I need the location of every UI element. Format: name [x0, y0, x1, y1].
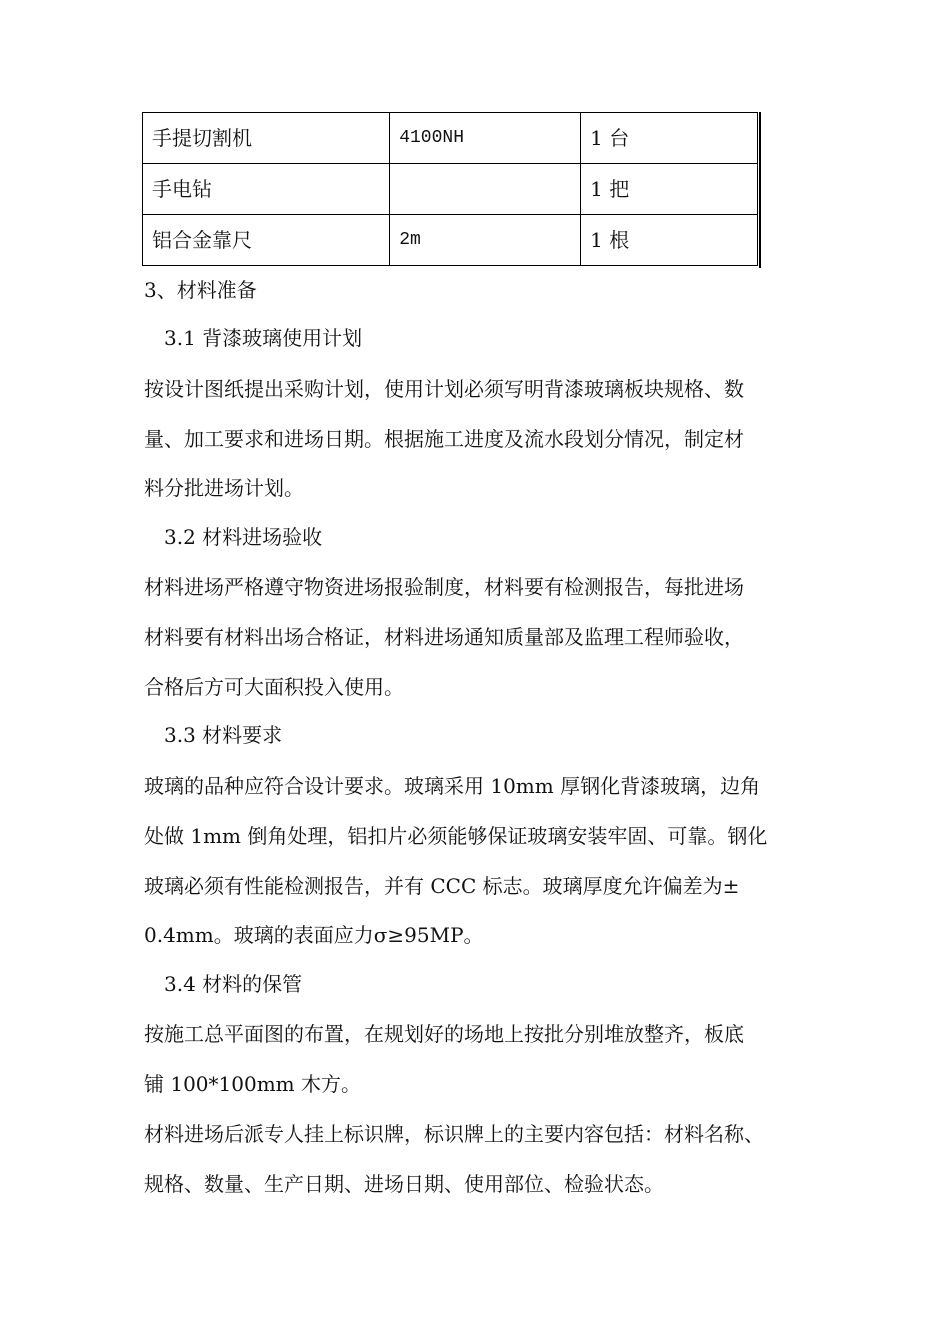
equipment-table: [142, 112, 758, 266]
table-row: [143, 164, 758, 215]
paragraph-line: 规格、数量、生产日期、进场日期、使用部位、检验状态。: [144, 1172, 664, 1196]
paragraph-line: 量、加工要求和进场日期。根据施工进度及流水段划分情况，制定材: [144, 427, 744, 451]
equipment-model-cell: 4100NH: [390, 113, 581, 164]
section-heading: 3、材料准备: [144, 278, 257, 302]
paragraph-line: 材料进场后派专人挂上标识牌，标识牌上的主要内容包括：材料名称、: [144, 1122, 764, 1146]
table-row: [143, 113, 758, 164]
equipment-name-cell: 手电钻: [143, 164, 390, 215]
paragraph-line: 材料要有材料出场合格证，材料进场通知质量部及监理工程师验收，: [144, 625, 744, 649]
equipment-quantity-cell: 1 把: [581, 164, 758, 215]
paragraph-line: 料分批进场计划。: [144, 476, 304, 500]
paragraph-line: 玻璃必须有性能检测报告，并有 CCC 标志。玻璃厚度允许偏差为±: [144, 874, 740, 898]
paragraph-line: 合格后方可大面积投入使用。: [144, 675, 404, 699]
equipment-name-cell: 铝合金靠尺: [143, 215, 390, 266]
paragraph-line: 0.4mm。玻璃的表面应力σ≥95MP。: [144, 923, 484, 947]
paragraph-line: 按施工总平面图的布置，在规划好的场地上按批分别堆放整齐，板底: [144, 1022, 744, 1046]
subsection-heading: 3.4 材料的保管: [164, 972, 303, 996]
equipment-name-cell: 手提切割机: [143, 113, 390, 164]
equipment-model-cell: [390, 164, 581, 215]
paragraph-line: 材料进场严格遵守物资进场报验制度，材料要有检测报告，每批进场: [144, 575, 744, 599]
equipment-quantity-cell: 1 台: [581, 113, 758, 164]
equipment-model-cell: 2m: [390, 215, 581, 266]
table-row: [143, 215, 758, 266]
subsection-heading: 3.2 材料进场验收: [164, 525, 323, 549]
paragraph-line: 玻璃的品种应符合设计要求。玻璃采用 10mm 厚钢化背漆玻璃，边角: [144, 774, 761, 798]
subsection-heading: 3.3 材料要求: [164, 723, 283, 747]
paragraph-line: 按设计图纸提出采购计划，使用计划必须写明背漆玻璃板块规格、数: [144, 377, 744, 401]
equipment-quantity-cell: 1 根: [581, 215, 758, 266]
paragraph-line: 铺 100*100mm 木方。: [144, 1072, 361, 1096]
table-right-double-border: [759, 112, 761, 268]
paragraph-line: 处做 1mm 倒角处理，铝扣片必须能够保证玻璃安装牢固、可靠。钢化: [144, 824, 768, 848]
subsection-heading: 3.1 背漆玻璃使用计划: [164, 326, 363, 350]
